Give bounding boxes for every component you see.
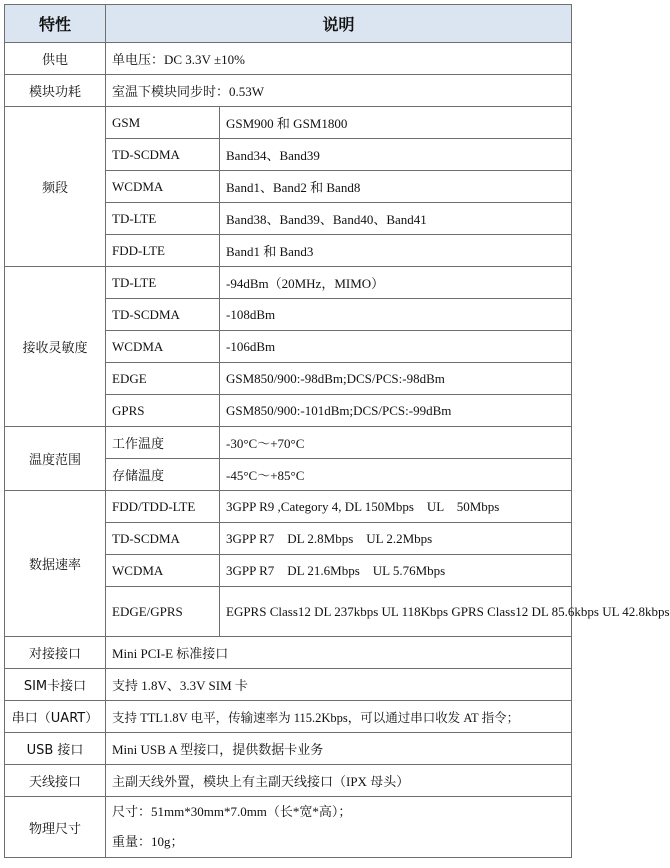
spec-table bbox=[4, 4, 670, 858]
table-row bbox=[5, 669, 572, 701]
data-rate-value: 3GPP R7 DL 2.8Mbps UL 2.2Mbps bbox=[220, 523, 572, 555]
table-row bbox=[5, 427, 572, 459]
power-label: 供电 bbox=[5, 43, 106, 75]
table-row bbox=[5, 701, 572, 733]
band-value: Band1 和 Band3 bbox=[220, 235, 572, 267]
temperature-value: -45°C～+85°C bbox=[220, 459, 572, 491]
data-rate-value: EGPRS Class12 DL 237kbps UL 118Kbps GPRS Class12 DL 85.6kbps UL 42.8kbps bbox=[220, 587, 572, 637]
sim-value: 支持 1.8V、3.3V SIM 卡 bbox=[106, 669, 572, 701]
data-rate-name: TD-SCDMA bbox=[106, 523, 220, 555]
table-row bbox=[5, 491, 572, 523]
sensitivity-value: -106dBm bbox=[220, 331, 572, 363]
band-name: WCDMA bbox=[106, 171, 220, 203]
band-label: 频段 bbox=[5, 107, 106, 267]
power-value: 单电压：DC 3.3V ±10% bbox=[106, 43, 572, 75]
sensitivity-value: -108dBm bbox=[220, 299, 572, 331]
antenna-label: 天线接口 bbox=[5, 765, 106, 797]
band-value: Band34、Band39 bbox=[220, 139, 572, 171]
table-row bbox=[5, 765, 572, 797]
data-rate-value: 3GPP R9 ,Category 4, DL 150Mbps UL 50Mbps bbox=[220, 491, 572, 523]
consumption-label: 模块功耗 bbox=[5, 75, 106, 107]
temperature-name: 存储温度 bbox=[106, 459, 220, 491]
feature-header: 特性 bbox=[5, 5, 106, 43]
physical-size: 尺寸：51mm*30mm*7.0mm（长*宽*高）； bbox=[112, 804, 352, 819]
usb-label: USB 接口 bbox=[5, 733, 106, 765]
sensitivity-value: -94dBm（20MHz，MIMO） bbox=[220, 267, 572, 299]
data-rate-name: EDGE/GPRS bbox=[106, 587, 220, 637]
sensitivity-value: GSM850/900:-98dBm;DCS/PCS:-98dBm bbox=[220, 363, 572, 395]
sensitivity-value: GSM850/900:-101dBm;DCS/PCS:-99dBm bbox=[220, 395, 572, 427]
table-row bbox=[5, 107, 572, 139]
sensitivity-label: 接收灵敏度 bbox=[5, 267, 106, 427]
data-rate-name: FDD/TDD-LTE bbox=[106, 491, 220, 523]
band-name: TD-LTE bbox=[106, 203, 220, 235]
sensitivity-name: EDGE bbox=[106, 363, 220, 395]
interface-label: 对接接口 bbox=[5, 637, 106, 669]
sensitivity-name: TD-LTE bbox=[106, 267, 220, 299]
consumption-value: 室温下模块同步时：0.53W bbox=[106, 75, 572, 107]
physical-weight: 重量：10g； bbox=[112, 834, 184, 849]
table-row bbox=[5, 267, 572, 299]
data-rate-value: 3GPP R7 DL 21.6Mbps UL 5.76Mbps bbox=[220, 555, 572, 587]
data-rate-name: WCDMA bbox=[106, 555, 220, 587]
antenna-value: 主副天线外置，模块上有主副天线接口（IPX 母头） bbox=[106, 765, 572, 797]
temperature-value: -30°C～+70°C bbox=[220, 427, 572, 459]
usb-value: Mini USB A 型接口，提供数据卡业务 bbox=[106, 733, 572, 765]
physical-value bbox=[106, 797, 572, 858]
uart-label: 串口（UART） bbox=[5, 701, 106, 733]
table-header-row bbox=[5, 5, 572, 43]
table-row bbox=[5, 43, 572, 75]
uart-value: 支持 TTL1.8V 电平，传输速率为 115.2Kbps，可以通过串口收发 AT 指令； bbox=[106, 701, 572, 733]
sensitivity-name: GPRS bbox=[106, 395, 220, 427]
table-row bbox=[5, 75, 572, 107]
sim-label: SIM卡接口 bbox=[5, 669, 106, 701]
band-value: GSM900 和 GSM1800 bbox=[220, 107, 572, 139]
physical-label: 物理尺寸 bbox=[5, 797, 106, 858]
band-value: Band1、Band2 和 Band8 bbox=[220, 171, 572, 203]
temperature-label: 温度范围 bbox=[5, 427, 106, 491]
temperature-name: 工作温度 bbox=[106, 427, 220, 459]
band-name: TD-SCDMA bbox=[106, 139, 220, 171]
description-header: 说明 bbox=[106, 5, 572, 43]
band-name: GSM bbox=[106, 107, 220, 139]
band-name: FDD-LTE bbox=[106, 235, 220, 267]
table-row bbox=[5, 797, 572, 858]
data-rate-label: 数据速率 bbox=[5, 491, 106, 637]
table-row bbox=[5, 637, 572, 669]
interface-value: Mini PCI-E 标准接口 bbox=[106, 637, 572, 669]
band-value: Band38、Band39、Band40、Band41 bbox=[220, 203, 572, 235]
sensitivity-name: TD-SCDMA bbox=[106, 299, 220, 331]
sensitivity-name: WCDMA bbox=[106, 331, 220, 363]
table-row bbox=[5, 733, 572, 765]
